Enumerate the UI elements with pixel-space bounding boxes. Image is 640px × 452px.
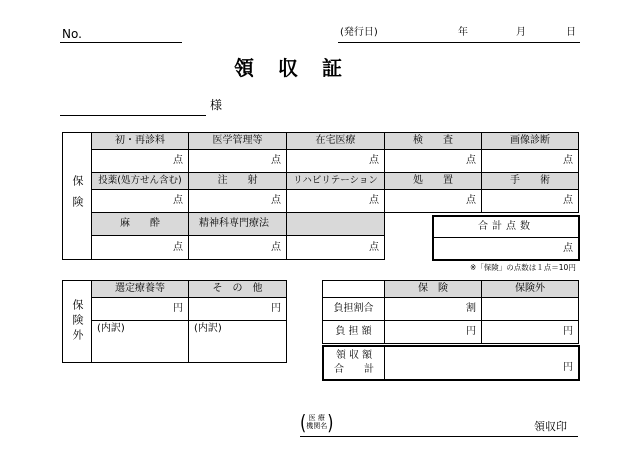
header-igaku-kanri: 医学管理等 (188, 132, 287, 150)
total-points-value[interactable]: 点 (563, 242, 573, 254)
issue-date-line (338, 42, 580, 43)
value-rehab[interactable]: 点 (286, 189, 385, 213)
value-gazo[interactable]: 点 (481, 149, 579, 173)
burden-amount-label: 負 担 額 (322, 320, 385, 344)
value-chusha[interactable]: 点 (188, 189, 287, 213)
points-note: ※「保険」の点数は１点＝10円 (470, 263, 576, 272)
value-shochi[interactable]: 点 (384, 189, 482, 213)
header-sonota: そ の 他 (188, 280, 287, 298)
value-sentei[interactable]: 円 (91, 297, 189, 321)
institution-label: ( 医 療 機関名 ) (300, 410, 334, 435)
year-label: 年 (458, 27, 468, 38)
burden-amount-non-insurance[interactable]: 円 (481, 320, 579, 344)
day-label: 日 (566, 27, 576, 38)
header-blank (286, 212, 385, 236)
receipt-number-label: No. (62, 27, 82, 41)
value-shujutsu[interactable]: 点 (481, 189, 579, 213)
breakdown-sentei[interactable]: (内訳) (91, 320, 189, 363)
value-blank[interactable]: 点 (286, 235, 385, 260)
header-gazo: 画像診断 (481, 132, 579, 150)
summary-header-non-insurance: 保険外 (481, 280, 579, 298)
recipient-name-line (60, 115, 206, 116)
header-kensa: 検 査 (384, 132, 482, 150)
value-kensa[interactable]: 点 (384, 149, 482, 173)
header-shujutsu: 手 術 (481, 172, 579, 190)
value-shoshin[interactable]: 点 (91, 149, 189, 173)
header-toyaku: 投薬(処方せん含む) (91, 172, 189, 190)
issue-date-label: (発行日) (340, 27, 378, 38)
value-zaitaku[interactable]: 点 (286, 149, 385, 173)
month-label: 月 (516, 27, 526, 38)
burden-ratio-non-insurance (481, 297, 579, 321)
receipt-total-value[interactable]: 円 (563, 362, 573, 373)
value-toyaku[interactable]: 点 (91, 189, 189, 213)
breakdown-sonota[interactable]: (内訳) (188, 320, 287, 363)
burden-amount-insurance[interactable]: 円 (384, 320, 482, 344)
total-points-label: 合計点数 (434, 217, 578, 238)
value-sonota[interactable]: 円 (188, 297, 287, 321)
value-igaku-kanri[interactable]: 点 (188, 149, 287, 173)
header-seishinka: 精神科専門療法 (188, 212, 287, 236)
page-title: 領 収 証 (234, 56, 344, 80)
receipt-total-label: 領 収 額 合 計 (324, 347, 385, 379)
header-sentei: 選定療養等 (91, 280, 189, 298)
insurance-side-label: 保険 (62, 132, 92, 260)
receipt-number-line (60, 42, 182, 43)
value-masui[interactable]: 点 (91, 235, 189, 260)
institution-line (300, 436, 578, 437)
header-rehab: リハビリテーション (286, 172, 385, 190)
summary-corner (322, 280, 385, 298)
burden-ratio-value[interactable]: 割 (384, 297, 482, 321)
value-seishinka[interactable]: 点 (188, 235, 287, 260)
sama-label: 様 (210, 98, 223, 112)
header-zaitaku: 在宅医療 (286, 132, 385, 150)
header-chusha: 注 射 (188, 172, 287, 190)
burden-ratio-label: 負担割合 (322, 297, 385, 321)
header-shochi: 処 置 (384, 172, 482, 190)
seal-label: 領収印 (534, 420, 567, 433)
non-insurance-side-label: 保険外 (62, 280, 92, 363)
header-masui: 麻 酔 (91, 212, 189, 236)
summary-header-insurance: 保 険 (384, 280, 482, 298)
header-shoshin: 初・再診料 (91, 132, 189, 150)
